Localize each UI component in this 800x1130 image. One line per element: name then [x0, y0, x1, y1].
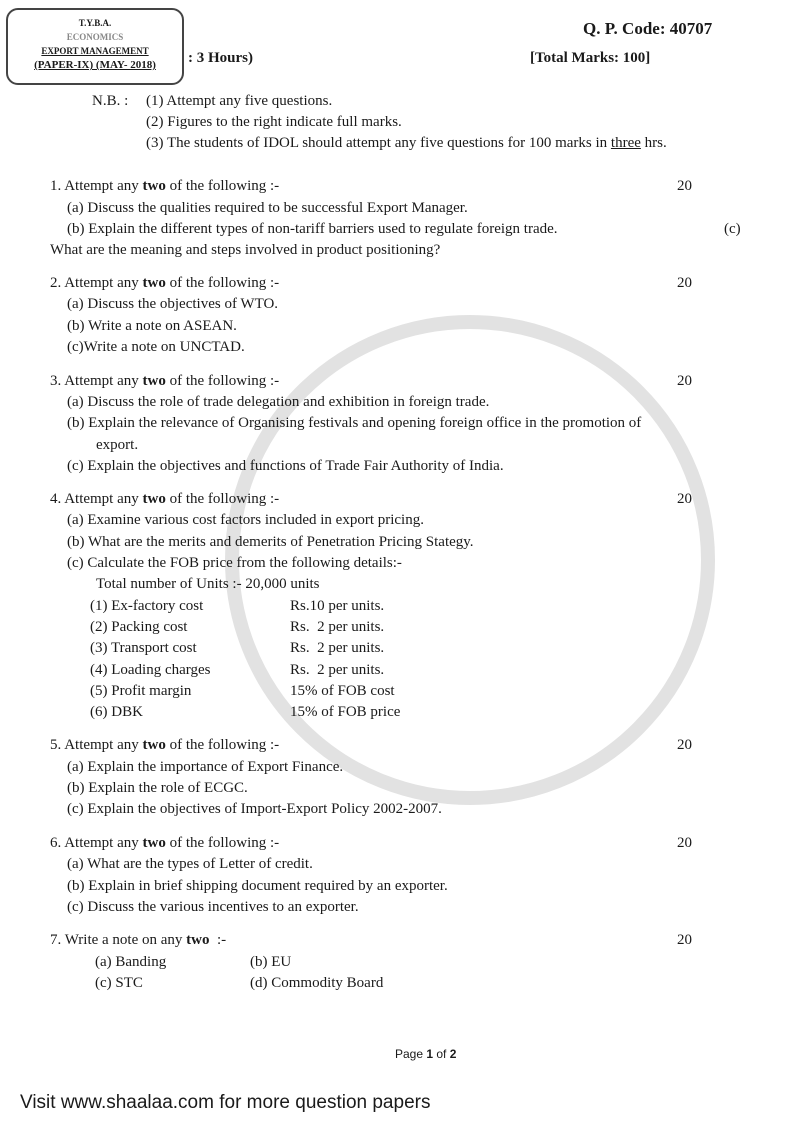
question-2a: (a) Discuss the objectives of WTO. [67, 296, 279, 312]
question-5c: (c) Explain the objectives of Import-Export Policy 2002-2007. [67, 801, 442, 817]
cost-item-value: Rs.10 per units. [290, 598, 385, 614]
question-4-marks: 20 [677, 491, 692, 507]
subject-stamp [6, 8, 184, 85]
question-5-marks: 20 [677, 737, 692, 753]
total-units: Total number of Units :- 20,000 units [96, 576, 320, 592]
question-3b-cont: export. [96, 437, 139, 453]
nb-3: (3) The students of IDOL should attempt any five questions for 100 marks in three hrs. [146, 135, 667, 151]
question-2b: (b) Write a note on ASEAN. [67, 318, 237, 334]
qp-code: Q. P. Code: 40707 [583, 19, 713, 38]
cost-item-label: (6) DBK [90, 704, 143, 720]
time: : 3 Hours) [188, 50, 253, 66]
question-7-marks: 20 [677, 932, 692, 948]
stamp-paper: EXPORT MANAGEMENT [41, 46, 149, 56]
question-6a: (a) What are the types of Letter of credit. [67, 856, 313, 872]
cost-item-value: 15% of FOB cost [290, 683, 395, 699]
cost-item-value: 15% of FOB price [290, 704, 401, 720]
question-1-heading: 1. Attempt any two of the following :- [50, 178, 280, 194]
nb-label: N.B. : [92, 93, 129, 109]
question-3b: (b) Explain the relevance of Organising festivals and opening foreign office in the promotion of [67, 415, 642, 431]
cost-item-label: (4) Loading charges [90, 662, 211, 678]
question-1c-label: (c) [724, 221, 741, 237]
question-1a: (a) Discuss the qualities required to be successful Export Manager. [67, 200, 468, 216]
total-marks: [Total Marks: 100] [530, 50, 651, 66]
footer-link[interactable]: Visit www.shaalaa.com for more question papers [20, 1092, 431, 1113]
question-3c: (c) Explain the objectives and functions of Trade Fair Authority of India. [67, 458, 504, 474]
question-4b: (b) What are the merits and demerits of Penetration Pricing Stategy. [67, 534, 474, 550]
stamp-subject: ECONOMICS [66, 32, 124, 42]
cost-item-label: (3) Transport cost [90, 640, 197, 656]
question-4a: (a) Examine various cost factors included in export pricing. [67, 512, 424, 528]
cost-item-value: Rs. 2 per units. [290, 640, 385, 656]
question-3-heading: 3. Attempt any two of the following :- [50, 373, 280, 389]
question-7c: (c) STC [95, 975, 143, 991]
question-2-heading: 2. Attempt any two of the following :- [50, 275, 280, 291]
question-5-heading: 5. Attempt any two of the following :- [50, 737, 280, 753]
page-number: Page 1 of 2 [395, 1047, 457, 1061]
cost-item-label: (2) Packing cost [90, 619, 188, 635]
question-6b: (b) Explain in brief shipping document required by an exporter. [67, 878, 448, 894]
question-3a: (a) Discuss the role of trade delegation and exhibition in foreign trade. [67, 394, 490, 410]
question-5a: (a) Explain the importance of Export Finance. [67, 759, 344, 775]
question-4-heading: 4. Attempt any two of the following :- [50, 491, 280, 507]
question-1b: (b) Explain the different types of non-tariff barriers used to regulate foreign trade. [67, 221, 558, 237]
nb-1: (1) Attempt any five questions. [146, 93, 333, 109]
question-5b: (b) Explain the role of ECGC. [67, 780, 248, 796]
question-6-marks: 20 [677, 835, 692, 851]
question-1c: What are the meaning and steps involved in product positioning? [50, 242, 441, 258]
cost-item-label: (5) Profit margin [90, 683, 192, 699]
stamp-session: (PAPER-IX) (MAY- 2018) [34, 59, 156, 71]
question-3-marks: 20 [677, 373, 692, 389]
stamp-class: T.Y.B.A. [78, 18, 112, 28]
cost-item-value: Rs. 2 per units. [290, 619, 385, 635]
nb-2: (2) Figures to the right indicate full marks. [146, 114, 402, 130]
question-7b: (b) EU [250, 954, 292, 970]
question-1-marks: 20 [677, 178, 692, 194]
cost-item-label: (1) Ex-factory cost [90, 598, 204, 614]
question-4c: (c) Calculate the FOB price from the following details:- [67, 555, 402, 571]
question-2-marks: 20 [677, 275, 692, 291]
question-6c: (c) Discuss the various incentives to an exporter. [67, 899, 359, 915]
question-7a: (a) Banding [95, 954, 167, 970]
cost-item-value: Rs. 2 per units. [290, 662, 385, 678]
question-7-heading: 7. Write a note on any two :- [50, 932, 227, 948]
question-7d: (d) Commodity Board [250, 975, 384, 991]
question-2c: (c)Write a note on UNCTAD. [67, 339, 245, 355]
question-6-heading: 6. Attempt any two of the following :- [50, 835, 280, 851]
